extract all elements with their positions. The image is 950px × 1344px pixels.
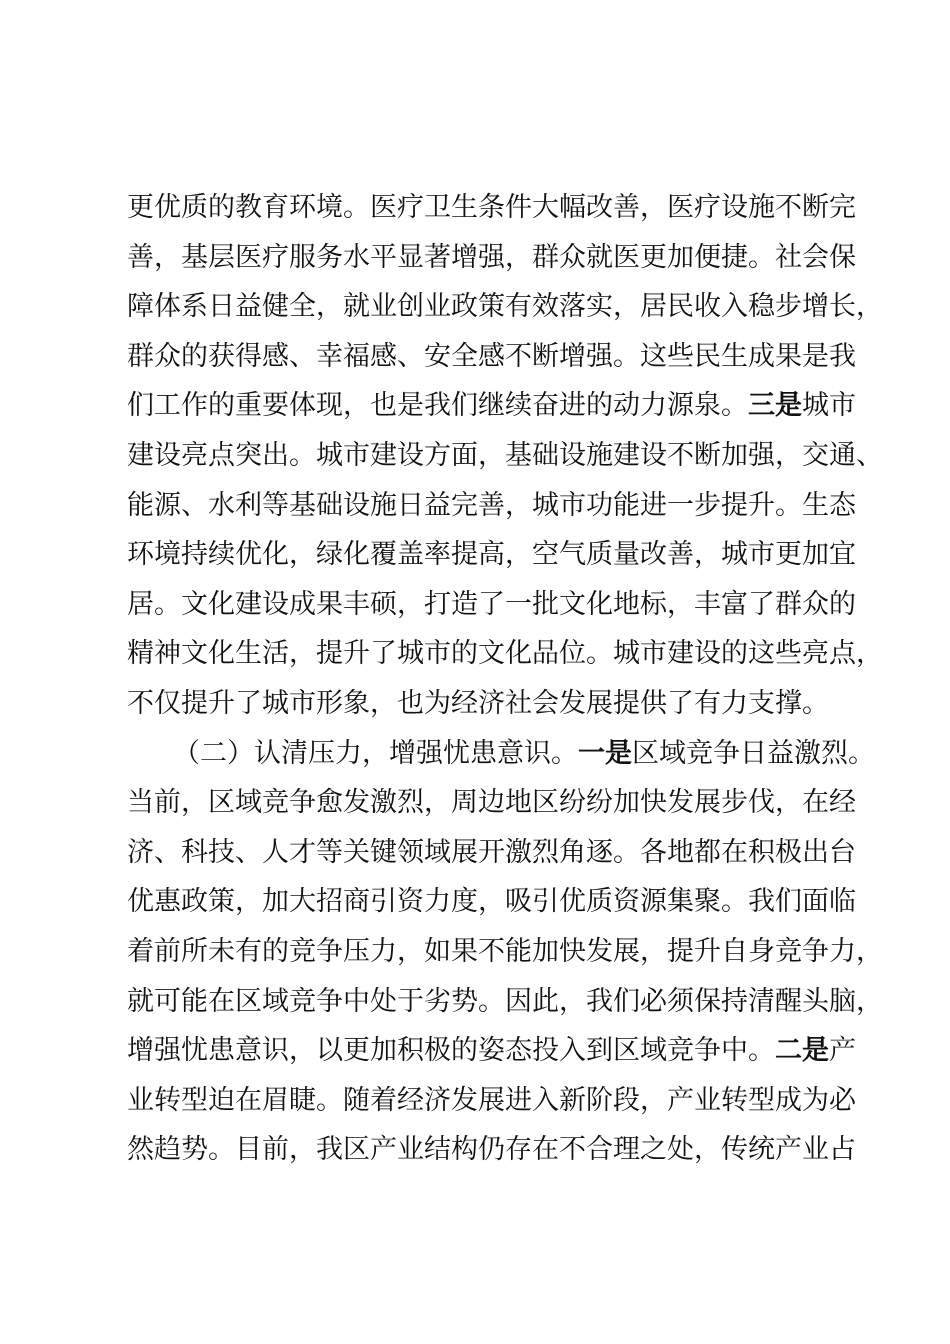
text-segment: 济、科技、人才等关键领域展开激烈角逐。各地都在积极出台	[127, 836, 856, 868]
text-segment: 群众的获得感、幸福感、安全感不断增强。这些民生成果是我	[127, 340, 856, 372]
text-segment: （二）认清压力，增强忧患意识。	[173, 737, 578, 769]
bold-lead-phrase: 二是	[775, 1035, 829, 1067]
text-line	[127, 381, 857, 431]
text-line	[127, 1026, 857, 1076]
text-line	[127, 679, 857, 729]
text-line	[127, 233, 857, 283]
text-line	[127, 927, 883, 977]
text-line	[127, 629, 883, 679]
text-line	[127, 332, 857, 382]
body-text	[127, 183, 883, 1175]
text-segment: 增强忧患意识，以更加积极的姿态投入到区域竞争中。	[127, 1035, 775, 1067]
text-segment: 业转型迫在眉睫。随着经济发展进入新阶段，产业转型成为必	[127, 1084, 856, 1116]
text-segment: 然趋势。目前，我区产业结构仍存在不合理之处，传统产业占	[127, 1134, 856, 1166]
text-segment: 着前所未有的竞争压力，如果不能加快发展，提升自身竞争力，	[127, 935, 883, 967]
text-line	[127, 828, 857, 878]
text-segment: 环境持续优化，绿化覆盖率提高，空气质量改善，城市更加宜	[127, 539, 856, 571]
text-segment: 优惠政策，加大招商引资力度，吸引优质资源集聚。我们面临	[127, 886, 856, 918]
text-segment: 建设亮点突出。城市建设方面，基础设施建设不断加强，交通、	[127, 439, 883, 471]
text-segment: 不仅提升了城市形象，也为经济社会发展提供了有力支撑。	[127, 687, 829, 719]
text-line	[127, 977, 883, 1027]
text-line	[127, 1125, 857, 1175]
bold-lead-phrase: 一是	[578, 737, 632, 769]
text-line	[127, 729, 875, 779]
text-segment: 善，基层医疗服务水平显著增强，群众就医更加便捷。社会保	[127, 241, 856, 273]
text-segment: 精神文化生活，提升了城市的文化品位。城市建设的这些亮点，	[127, 638, 883, 670]
text-segment: 能源、水利等基础设施日益完善，城市功能进一步提升。生态	[127, 489, 856, 521]
text-line	[127, 530, 857, 580]
text-line	[127, 580, 857, 630]
text-line	[127, 183, 857, 233]
text-segment: 区域竞争日益激烈。	[632, 737, 875, 769]
text-line	[127, 1076, 857, 1126]
text-segment: 们工作的重要体现，也是我们继续奋进的动力源泉。	[127, 390, 748, 422]
text-segment: 城市	[802, 390, 856, 422]
bold-lead-phrase: 三是	[748, 390, 802, 422]
text-segment: 当前，区域竞争愈发激烈，周边地区纷纷加快发展步伐，在经	[127, 787, 856, 819]
text-segment: 就可能在区域竞争中处于劣势。因此，我们必须保持清醒头脑，	[127, 985, 883, 1017]
text-segment: 产	[829, 1035, 856, 1067]
text-segment: 更优质的教育环境。医疗卫生条件大幅改善，医疗设施不断完	[127, 192, 856, 223]
text-segment: 居。文化建设成果丰硕，打造了一批文化地标，丰富了群众的	[127, 588, 856, 620]
text-line	[127, 481, 857, 531]
text-line	[127, 431, 883, 481]
text-line	[127, 877, 857, 927]
text-line	[127, 778, 857, 828]
text-segment: 障体系日益健全，就业创业政策有效落实，居民收入稳步增长，	[127, 291, 883, 323]
text-line	[127, 282, 883, 332]
